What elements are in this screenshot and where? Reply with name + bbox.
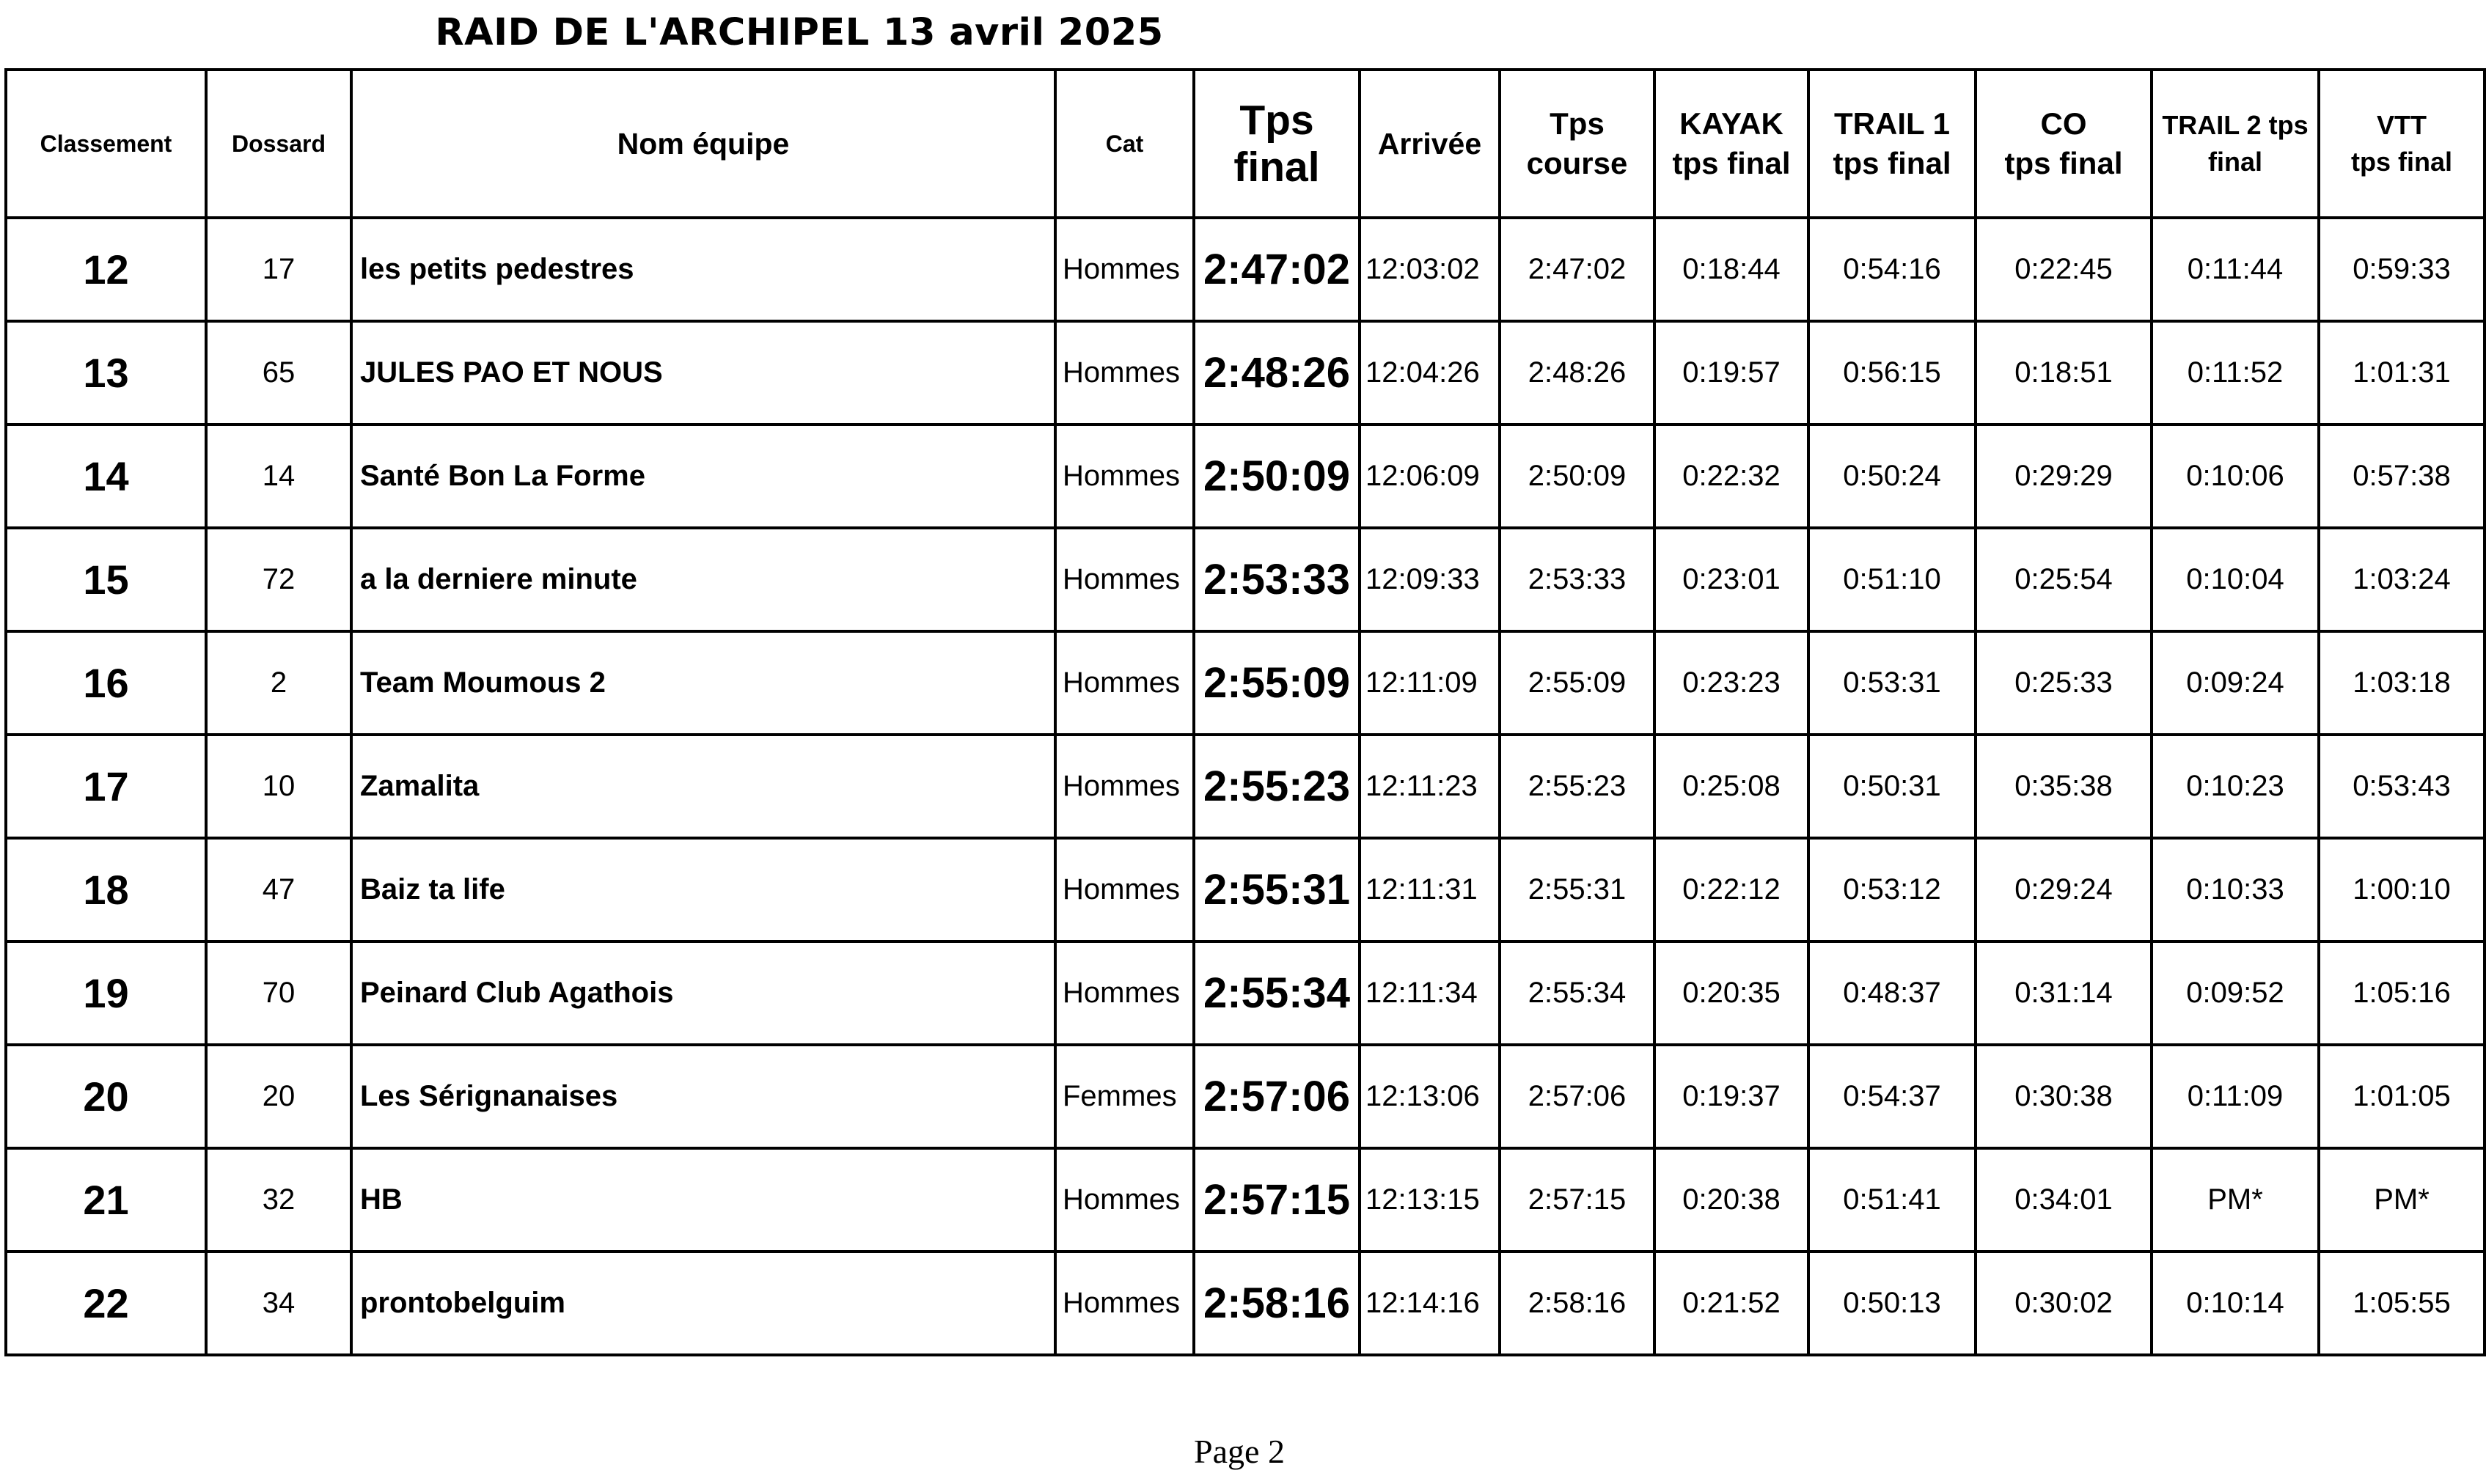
col-header-dossard: Dossard	[206, 70, 351, 218]
cell-arrivee: 12:11:23	[1360, 735, 1500, 838]
cell-tps-final: 2:55:23	[1194, 735, 1360, 838]
cell-co: 0:18:51	[1976, 321, 2152, 425]
cell-trail1: 0:53:31	[1808, 631, 1976, 735]
cell-trail2: 0:10:04	[2152, 528, 2319, 631]
table-row	[6, 941, 2485, 1045]
cell-kayak: 0:19:37	[1654, 1045, 1808, 1148]
cell-category: Hommes	[1055, 838, 1194, 941]
cell-tps-final: 2:55:34	[1194, 941, 1360, 1045]
cell-tps-final: 2:47:02	[1194, 218, 1360, 321]
cell-tps-course: 2:58:16	[1500, 1252, 1654, 1355]
table-row	[6, 425, 2485, 528]
cell-arrivee: 12:11:09	[1360, 631, 1500, 735]
cell-trail2: 0:11:44	[2152, 218, 2319, 321]
cell-co: 0:25:54	[1976, 528, 2152, 631]
cell-category: Hommes	[1055, 425, 1194, 528]
cell-team-name: Baiz ta life	[351, 838, 1055, 941]
cell-category: Hommes	[1055, 941, 1194, 1045]
cell-tps-final: 2:55:31	[1194, 838, 1360, 941]
table-row	[6, 218, 2485, 321]
cell-arrivee: 12:11:34	[1360, 941, 1500, 1045]
table-row	[6, 1252, 2485, 1355]
cell-dossard: 32	[206, 1148, 351, 1252]
table-row	[6, 735, 2485, 838]
cell-dossard: 10	[206, 735, 351, 838]
col-header-tps-course: Tps course	[1500, 70, 1654, 218]
cell-tps-course: 2:55:23	[1500, 735, 1654, 838]
cell-team-name: Santé Bon La Forme	[351, 425, 1055, 528]
cell-kayak: 0:23:01	[1654, 528, 1808, 631]
table-row	[6, 528, 2485, 631]
cell-category: Femmes	[1055, 1045, 1194, 1148]
cell-co: 0:34:01	[1976, 1148, 2152, 1252]
cell-kayak: 0:22:32	[1654, 425, 1808, 528]
cell-kayak: 0:22:12	[1654, 838, 1808, 941]
table-row	[6, 1045, 2485, 1148]
cell-tps-final: 2:57:15	[1194, 1148, 1360, 1252]
cell-tps-course: 2:48:26	[1500, 321, 1654, 425]
table-row	[6, 1148, 2485, 1252]
cell-dossard: 17	[206, 218, 351, 321]
cell-vtt: PM*	[2319, 1148, 2485, 1252]
col-header-nom-equipe: Nom équipe	[351, 70, 1055, 218]
cell-classement: 22	[6, 1252, 206, 1355]
cell-arrivee: 12:11:31	[1360, 838, 1500, 941]
cell-dossard: 65	[206, 321, 351, 425]
cell-tps-course: 2:55:31	[1500, 838, 1654, 941]
cell-team-name: JULES PAO ET NOUS	[351, 321, 1055, 425]
cell-dossard: 34	[206, 1252, 351, 1355]
cell-vtt: 0:57:38	[2319, 425, 2485, 528]
cell-team-name: HB	[351, 1148, 1055, 1252]
cell-category: Hommes	[1055, 321, 1194, 425]
cell-trail2: 0:11:09	[2152, 1045, 2319, 1148]
cell-arrivee: 12:06:09	[1360, 425, 1500, 528]
cell-co: 0:29:29	[1976, 425, 2152, 528]
cell-dossard: 70	[206, 941, 351, 1045]
cell-tps-course: 2:53:33	[1500, 528, 1654, 631]
cell-trail2: 0:09:52	[2152, 941, 2319, 1045]
cell-classement: 13	[6, 321, 206, 425]
cell-category: Hommes	[1055, 528, 1194, 631]
cell-arrivee: 12:13:15	[1360, 1148, 1500, 1252]
cell-classement: 17	[6, 735, 206, 838]
cell-co: 0:22:45	[1976, 218, 2152, 321]
cell-tps-final: 2:50:09	[1194, 425, 1360, 528]
cell-classement: 16	[6, 631, 206, 735]
cell-tps-course: 2:55:09	[1500, 631, 1654, 735]
cell-vtt: 1:03:24	[2319, 528, 2485, 631]
table-row	[6, 631, 2485, 735]
cell-trail1: 0:48:37	[1808, 941, 1976, 1045]
cell-trail2: 0:09:24	[2152, 631, 2319, 735]
cell-vtt: 0:53:43	[2319, 735, 2485, 838]
col-header-tps-final: Tps final	[1194, 70, 1360, 218]
results-table	[4, 68, 2486, 1356]
cell-arrivee: 12:14:16	[1360, 1252, 1500, 1355]
cell-dossard: 72	[206, 528, 351, 631]
cell-vtt: 1:01:31	[2319, 321, 2485, 425]
cell-vtt: 1:05:16	[2319, 941, 2485, 1045]
table-row	[6, 838, 2485, 941]
col-header-trail2: TRAIL 2 tps final	[2152, 70, 2319, 218]
cell-category: Hommes	[1055, 735, 1194, 838]
col-header-co: CO tps final	[1976, 70, 2152, 218]
cell-team-name: prontobelguim	[351, 1252, 1055, 1355]
cell-dossard: 2	[206, 631, 351, 735]
cell-tps-final: 2:57:06	[1194, 1045, 1360, 1148]
cell-vtt: 1:00:10	[2319, 838, 2485, 941]
cell-trail2: 0:10:33	[2152, 838, 2319, 941]
cell-team-name: Team Moumous 2	[351, 631, 1055, 735]
table-row	[6, 321, 2485, 425]
cell-co: 0:25:33	[1976, 631, 2152, 735]
cell-tps-course: 2:47:02	[1500, 218, 1654, 321]
cell-trail1: 0:54:16	[1808, 218, 1976, 321]
cell-trail1: 0:51:10	[1808, 528, 1976, 631]
cell-trail1: 0:53:12	[1808, 838, 1976, 941]
cell-kayak: 0:20:35	[1654, 941, 1808, 1045]
cell-classement: 19	[6, 941, 206, 1045]
col-header-trail1: TRAIL 1 tps final	[1808, 70, 1976, 218]
header-row	[6, 70, 2485, 218]
cell-co: 0:35:38	[1976, 735, 2152, 838]
cell-arrivee: 12:09:33	[1360, 528, 1500, 631]
cell-tps-final: 2:55:09	[1194, 631, 1360, 735]
col-header-kayak: KAYAK tps final	[1654, 70, 1808, 218]
cell-kayak: 0:23:23	[1654, 631, 1808, 735]
cell-kayak: 0:21:52	[1654, 1252, 1808, 1355]
cell-trail1: 0:54:37	[1808, 1045, 1976, 1148]
cell-classement: 18	[6, 838, 206, 941]
cell-team-name: Zamalita	[351, 735, 1055, 838]
cell-trail2: 0:10:14	[2152, 1252, 2319, 1355]
cell-kayak: 0:18:44	[1654, 218, 1808, 321]
col-header-arrivee: Arrivée	[1360, 70, 1500, 218]
cell-vtt: 1:05:55	[2319, 1252, 2485, 1355]
cell-category: Hommes	[1055, 1252, 1194, 1355]
page-number: Page 2	[1194, 1433, 1285, 1470]
col-header-vtt: VTT tps final	[2319, 70, 2485, 218]
cell-arrivee: 12:04:26	[1360, 321, 1500, 425]
document-title: RAID DE L'ARCHIPEL 13 avril 2025	[435, 11, 1164, 54]
cell-trail2: 0:11:52	[2152, 321, 2319, 425]
cell-dossard: 47	[206, 838, 351, 941]
cell-classement: 15	[6, 528, 206, 631]
cell-tps-final: 2:58:16	[1194, 1252, 1360, 1355]
cell-tps-course: 2:57:06	[1500, 1045, 1654, 1148]
cell-trail1: 0:50:31	[1808, 735, 1976, 838]
cell-kayak: 0:25:08	[1654, 735, 1808, 838]
cell-category: Hommes	[1055, 631, 1194, 735]
cell-co: 0:29:24	[1976, 838, 2152, 941]
cell-category: Hommes	[1055, 218, 1194, 321]
cell-tps-course: 2:50:09	[1500, 425, 1654, 528]
cell-dossard: 14	[206, 425, 351, 528]
cell-co: 0:30:02	[1976, 1252, 2152, 1355]
cell-co: 0:31:14	[1976, 941, 2152, 1045]
cell-kayak: 0:20:38	[1654, 1148, 1808, 1252]
cell-tps-course: 2:55:34	[1500, 941, 1654, 1045]
cell-vtt: 1:03:18	[2319, 631, 2485, 735]
cell-trail1: 0:50:13	[1808, 1252, 1976, 1355]
cell-tps-course: 2:57:15	[1500, 1148, 1654, 1252]
cell-tps-final: 2:48:26	[1194, 321, 1360, 425]
cell-trail1: 0:50:24	[1808, 425, 1976, 528]
cell-classement: 14	[6, 425, 206, 528]
cell-trail2: 0:10:06	[2152, 425, 2319, 528]
cell-vtt: 1:01:05	[2319, 1045, 2485, 1148]
cell-team-name: les petits pedestres	[351, 218, 1055, 321]
cell-team-name: Peinard Club Agathois	[351, 941, 1055, 1045]
cell-category: Hommes	[1055, 1148, 1194, 1252]
cell-arrivee: 12:03:02	[1360, 218, 1500, 321]
cell-co: 0:30:38	[1976, 1045, 2152, 1148]
cell-trail2: 0:10:23	[2152, 735, 2319, 838]
cell-kayak: 0:19:57	[1654, 321, 1808, 425]
cell-trail1: 0:51:41	[1808, 1148, 1976, 1252]
cell-classement: 12	[6, 218, 206, 321]
cell-vtt: 0:59:33	[2319, 218, 2485, 321]
col-header-classement: Classement	[6, 70, 206, 218]
cell-trail2: PM*	[2152, 1148, 2319, 1252]
cell-trail1: 0:56:15	[1808, 321, 1976, 425]
cell-arrivee: 12:13:06	[1360, 1045, 1500, 1148]
col-header-cat: Cat	[1055, 70, 1194, 218]
cell-tps-final: 2:53:33	[1194, 528, 1360, 631]
cell-classement: 20	[6, 1045, 206, 1148]
cell-team-name: Les Sérignanaises	[351, 1045, 1055, 1148]
cell-classement: 21	[6, 1148, 206, 1252]
cell-team-name: a la derniere minute	[351, 528, 1055, 631]
cell-dossard: 20	[206, 1045, 351, 1148]
